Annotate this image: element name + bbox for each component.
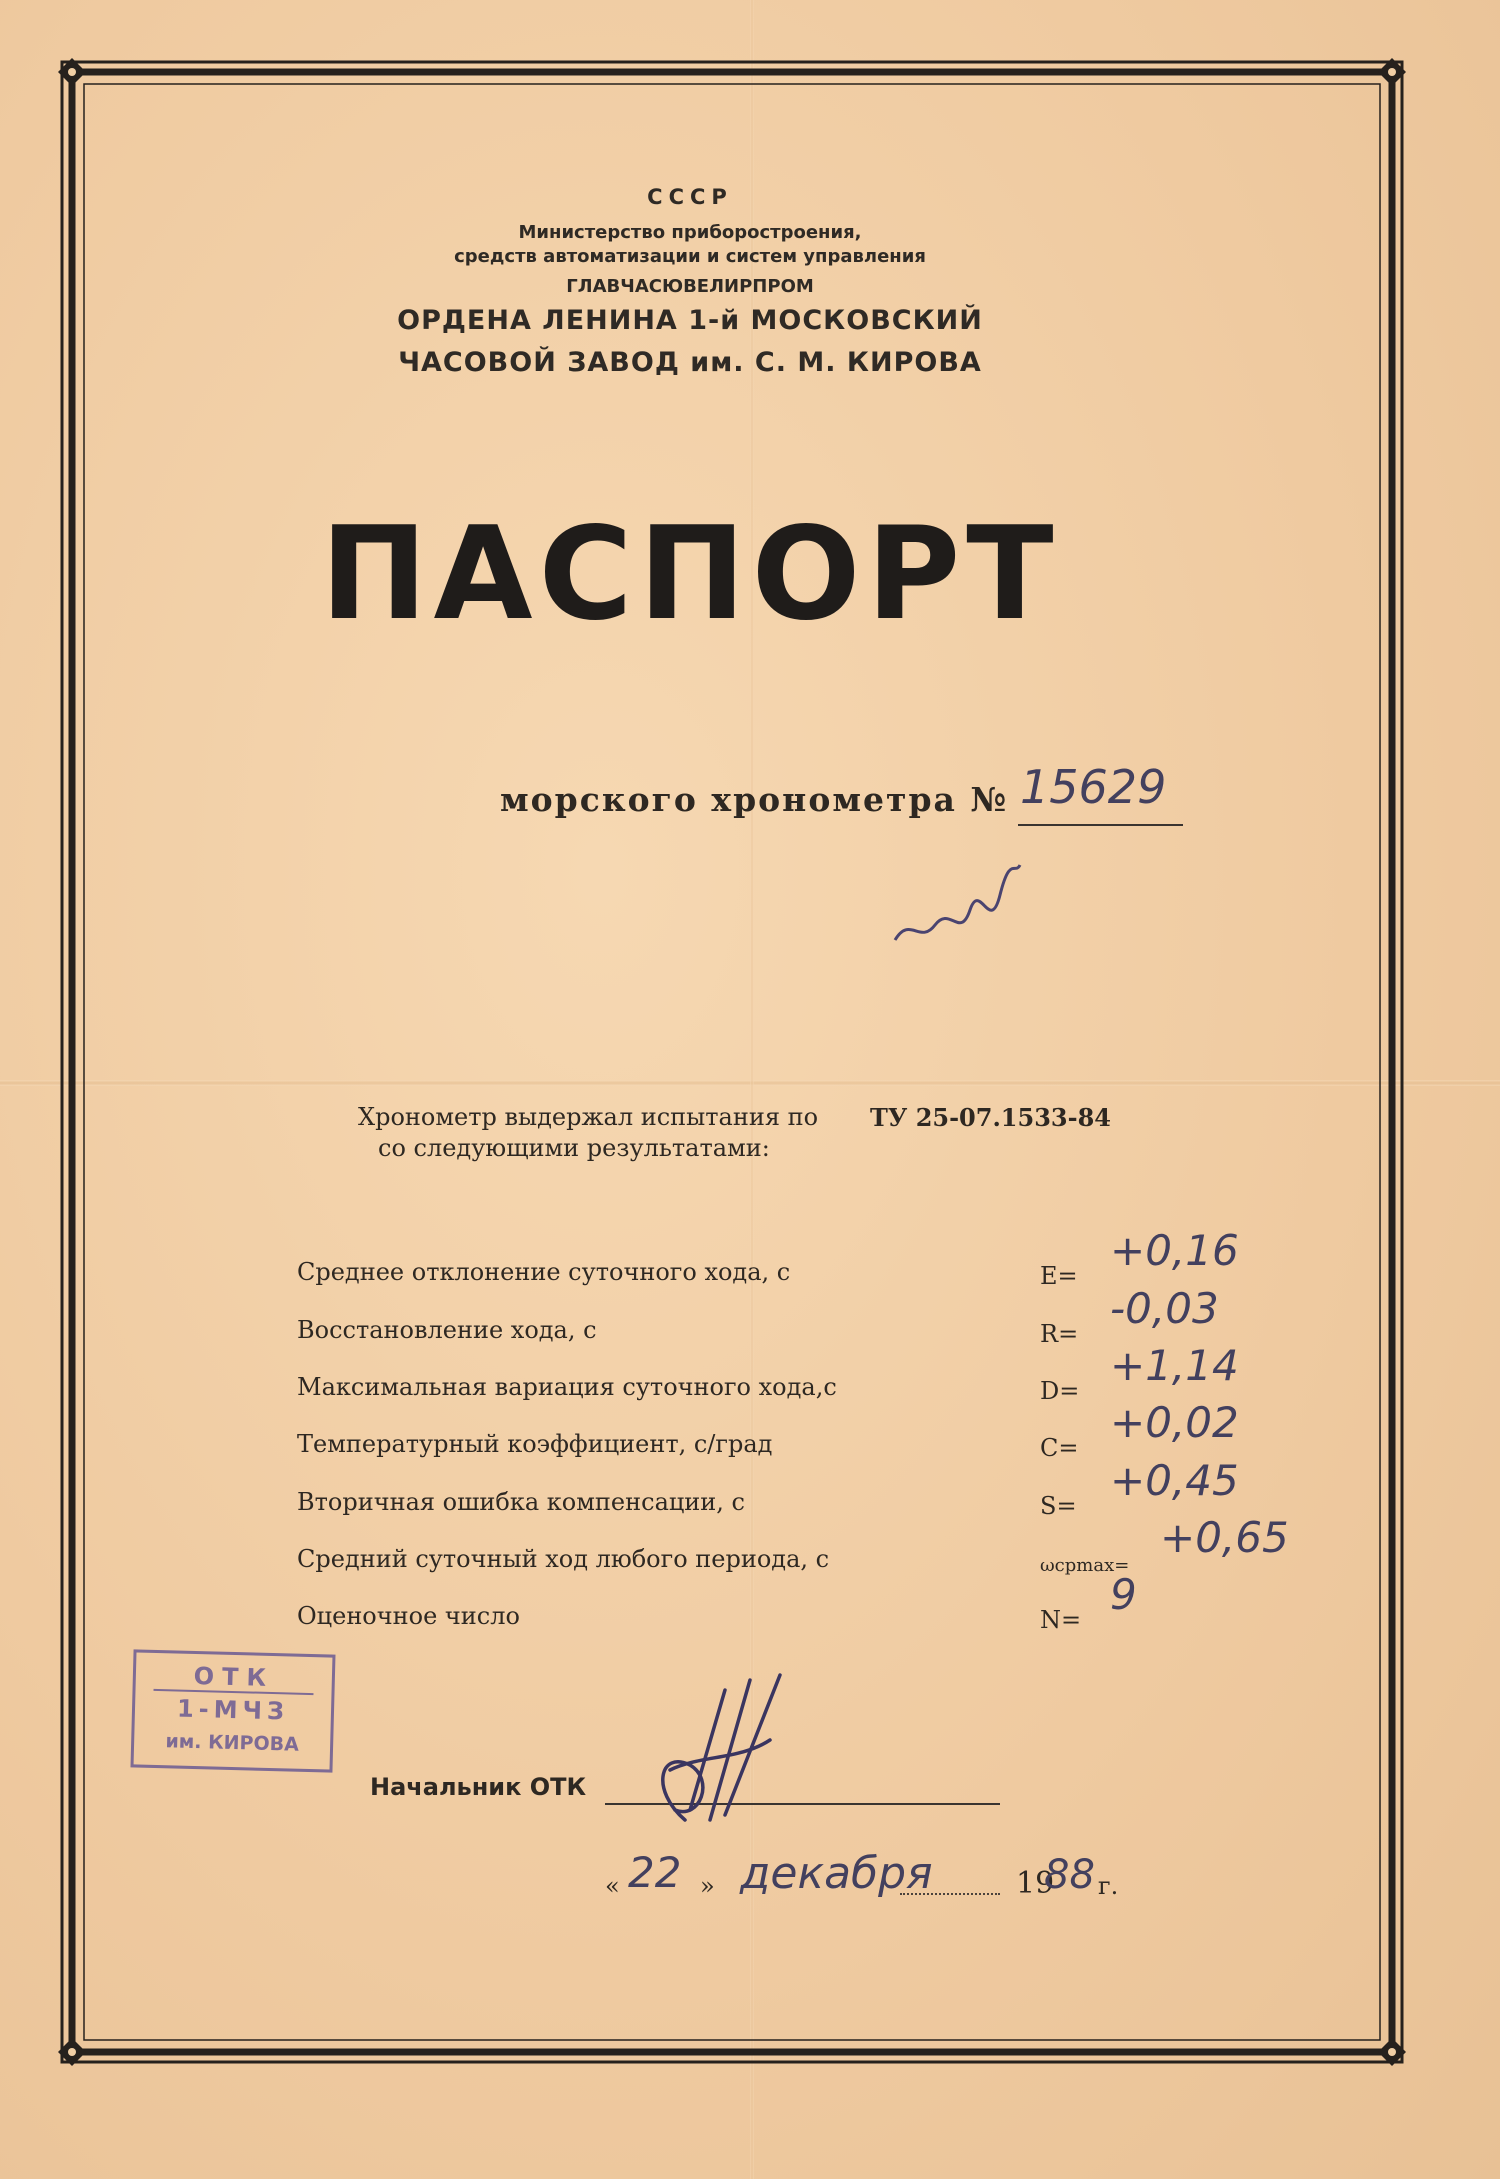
result-symbol: E= bbox=[1040, 1262, 1078, 1290]
signature-label: Начальник ОТК bbox=[370, 1773, 587, 1801]
result-value: +0,45 bbox=[1110, 1456, 1239, 1505]
result-symbol: R= bbox=[1040, 1320, 1079, 1348]
stamp-line1: ОТК bbox=[193, 1661, 275, 1693]
result-label: Температурный коэффициент, с/град bbox=[297, 1430, 773, 1458]
result-label: Средний суточный ход любого периода, с bbox=[297, 1545, 830, 1573]
result-value: +0,02 bbox=[1110, 1398, 1239, 1447]
date-month: декабря bbox=[740, 1848, 933, 1899]
technical-standard: ТУ 25-07.1533-84 bbox=[870, 1103, 1111, 1132]
result-value: 9 bbox=[1110, 1570, 1137, 1619]
result-label: Вторичная ошибка компенсации, с bbox=[297, 1488, 745, 1516]
header-ministry-line1: Министерство приборостроения, bbox=[518, 222, 862, 243]
result-value: +0,16 bbox=[1110, 1226, 1239, 1275]
result-value: -0,03 bbox=[1110, 1284, 1219, 1333]
date-close-quote: » bbox=[700, 1872, 715, 1900]
result-symbol: N= bbox=[1040, 1606, 1082, 1634]
chronometer-label: морского хронометра № bbox=[500, 780, 1009, 819]
intro-line1: Хронометр выдержал испытания по bbox=[358, 1103, 819, 1131]
chronometer-number-underline bbox=[1018, 815, 1188, 835]
date-day: 22 bbox=[628, 1848, 682, 1897]
header-ministry-line2: средств автоматизации и систем управления bbox=[454, 246, 926, 267]
otk-stamp bbox=[130, 1649, 335, 1772]
chronometer-number: 15629 bbox=[1020, 760, 1167, 814]
result-label: Оценочное число bbox=[297, 1602, 520, 1630]
document-title: ПАСПОРТ bbox=[320, 500, 1060, 649]
result-symbol: S= bbox=[1040, 1492, 1077, 1520]
result-symbol: D= bbox=[1040, 1377, 1080, 1405]
header-factory-line2: ЧАСОВОЙ ЗАВОД им. С. М. КИРОВА bbox=[398, 347, 982, 378]
stamp-line2: 1-МЧЗ bbox=[176, 1694, 290, 1726]
result-label: Максимальная вариация суточного хода,с bbox=[297, 1373, 837, 1401]
date-open-quote: « bbox=[605, 1872, 620, 1900]
signature-scribble bbox=[630, 1670, 800, 1840]
result-symbol: C= bbox=[1040, 1434, 1079, 1462]
date-year-printed: 19 bbox=[1016, 1866, 1055, 1901]
result-value: +0,65 bbox=[1160, 1513, 1289, 1562]
result-label: Восстановление хода, с bbox=[297, 1316, 597, 1344]
date-dotted-line bbox=[900, 1893, 1000, 1895]
header-factory-line1: ОРДЕНА ЛЕНИНА 1-й МОСКОВСКИЙ bbox=[397, 305, 983, 336]
date-suffix: г. bbox=[1098, 1872, 1119, 1900]
date-year-handwritten: 88 bbox=[1044, 1852, 1095, 1898]
result-value: +1,14 bbox=[1110, 1341, 1239, 1390]
result-label: Среднее отклонение суточного хода, с bbox=[297, 1258, 791, 1286]
header-country: СССР bbox=[647, 185, 733, 209]
header-department: ГЛАВЧАСЮВЕЛИРПРОМ bbox=[566, 276, 814, 297]
initials-scribble bbox=[890, 855, 1030, 955]
intro-line2: со следующими результатами: bbox=[378, 1134, 770, 1162]
result-symbol: ωcpmax= bbox=[1040, 1555, 1130, 1576]
stamp-line3: им. КИРОВА bbox=[165, 1730, 300, 1756]
